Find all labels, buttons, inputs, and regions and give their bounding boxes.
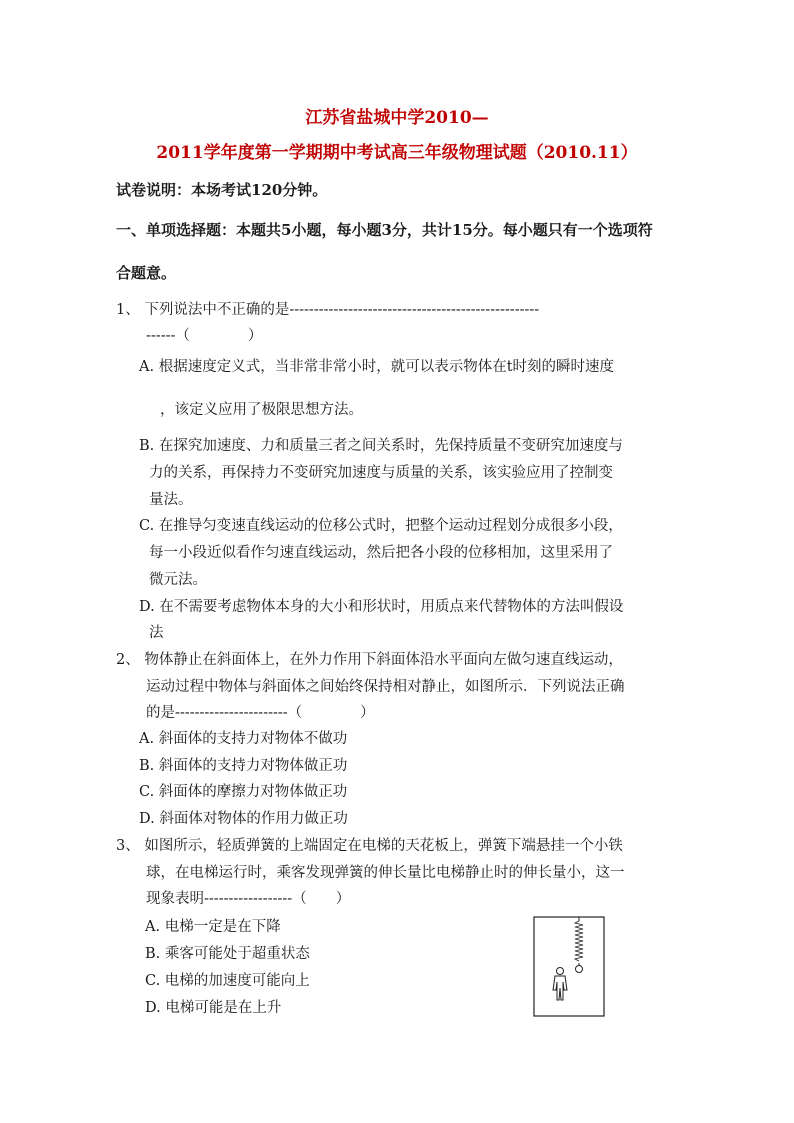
exam-note: 试卷说明：本场考试120分钟。 (116, 181, 328, 199)
q1-option-b-line3: 量法。 (149, 492, 193, 508)
passenger-figure (553, 968, 567, 1001)
q3-stem-line3: 现象表明------------------（ ） (146, 891, 351, 907)
q2-option-a: A. 斜面体的支持力对物体不做功 (139, 731, 348, 747)
q2-option-d: D. 斜面体对物体的作用力做正功 (139, 811, 348, 827)
q3-stem-line2: 球，在电梯运行时，乘客发现弹簧的伸长量比电梯静止时的伸长量小，这一 (146, 865, 625, 881)
q2-option-b: B. 斜面体的支持力对物体做正功 (139, 758, 348, 774)
page-title-line2: 2011学年度第一学期期中考试高三年级物理试题（2010.11） (156, 143, 638, 163)
q3-option-b: B. 乘客可能处于超重状态 (145, 946, 310, 962)
q2-stem-line3: 的是-----------------------（ ） (146, 705, 375, 721)
q1-stem-line2: ------（ ） (146, 328, 263, 344)
page-title-line1: 江苏省盐城中学2010— (305, 108, 489, 128)
q1-option-c-line1: C. 在推导匀变速直线运动的位移公式时，把整个运动过程划分成很多小段， (139, 518, 623, 534)
spring (575, 917, 583, 966)
q3-option-c: C. 电梯的加速度可能向上 (145, 973, 310, 989)
q1-option-d-line1: D. 在不需要考虑物体本身的大小和形状时，用质点来代替物体的方法叫假设 (139, 599, 624, 615)
q1-option-b-line2: 力的关系，再保持力不变研究加速度与质量的关系，该实验应用了控制变 (149, 465, 613, 481)
q1-option-a-line2: ，该定义应用了极限思想方法。 (160, 402, 363, 418)
q1-option-d-line2: 法 (149, 625, 164, 641)
q1-option-b-line1: B. 在探究加速度、力和质量三者之间关系时，先保持质量不变研究加速度与 (139, 438, 623, 454)
q1-option-c-line3: 微元法。 (149, 572, 207, 588)
q3-stem-line1: 3、 如图所示，轻质弹簧的上端固定在电梯的天花板上，弹簧下端悬挂一个小铁 (116, 838, 623, 854)
iron-ball (576, 966, 583, 973)
section-heading-line1: 一、单项选择题：本题共5小题，每小题3分，共计15分。每小题只有一个选项符 (116, 221, 653, 239)
q3-option-d: D. 电梯可能是在上升 (145, 1000, 282, 1016)
q1-stem-line1: 1、 下列说法中不正确的是--------------------------------------------------- (116, 302, 540, 318)
q3-option-a: A. 电梯一定是在下降 (145, 919, 281, 935)
q1-option-c-line2: 每一小段近似看作匀速直线运动，然后把各小段的位移相加，这里采用了 (149, 545, 613, 561)
q2-stem-line2: 运动过程中物体与斜面体之间始终保持相对静止，如图所示．下列说法正确 (146, 679, 625, 695)
q2-stem-line1: 2、 物体静止在斜面体上，在外力作用下斜面体沿水平面向左做匀速直线运动， (116, 652, 623, 668)
elevator-figure (533, 916, 605, 1017)
section-heading-line2: 合题意。 (116, 264, 177, 282)
q1-option-a-line1: A. 根据速度定义式，当非常非常小时，就可以表示物体在t时刻的瞬时速度 (139, 359, 615, 375)
q2-option-c: C. 斜面体的摩擦力对物体做正功 (139, 784, 348, 800)
elevator-car-outline (534, 917, 604, 1016)
